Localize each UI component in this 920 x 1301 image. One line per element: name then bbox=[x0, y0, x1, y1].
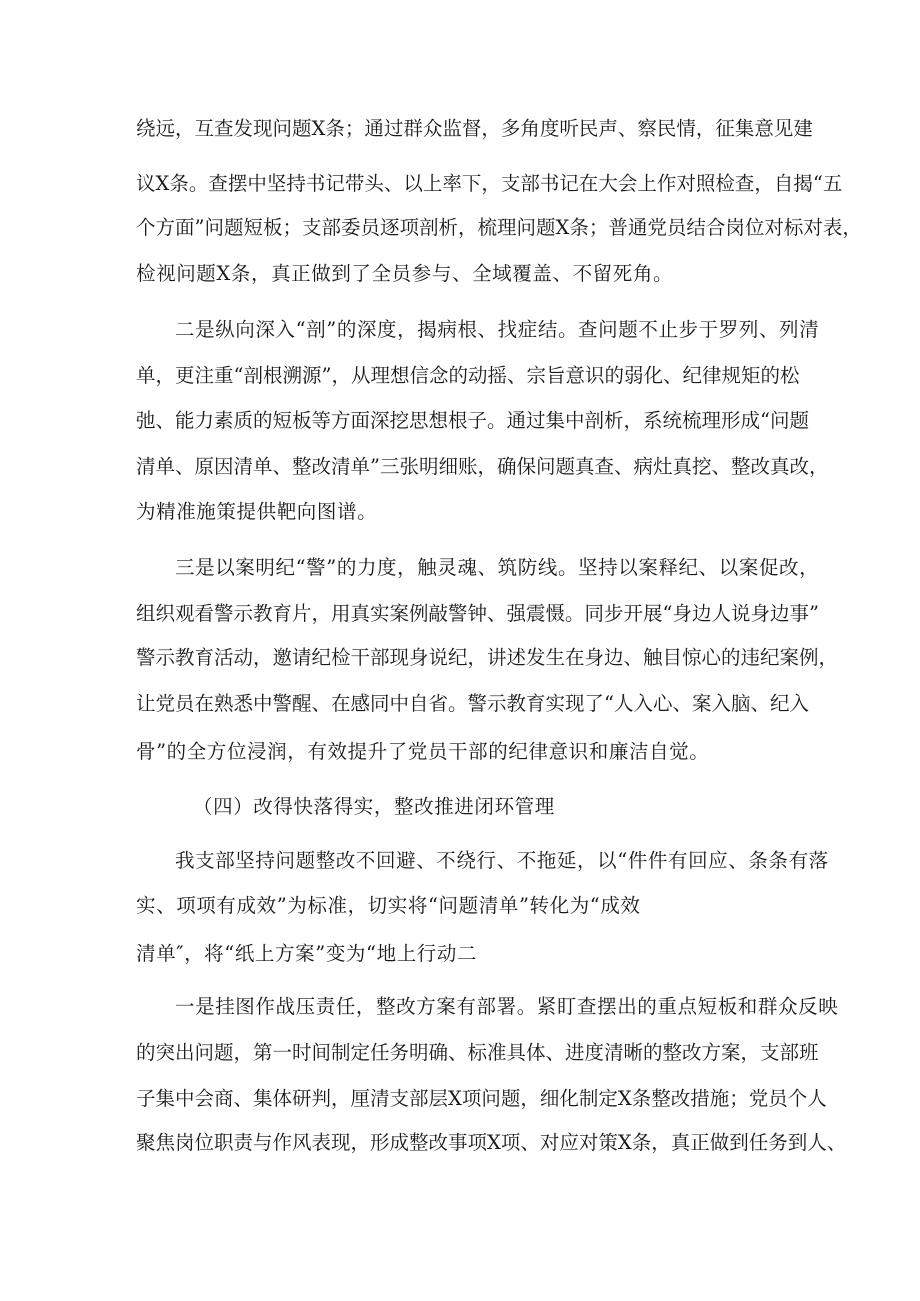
text-line-18: 清单″，将“纸上方案”变为“地上行动二 bbox=[136, 942, 478, 965]
text-line-2: 议X条。查摆中坚持书记带头、以上率下，支部书记在大会上作对照检查，自揭“五 bbox=[136, 172, 843, 195]
text-line-6: 单，更注重“剖根溯源”，从理想信念的动摇、宗旨意识的弱化、纪律规矩的松 bbox=[136, 364, 800, 387]
text-line-12: 警示教育活动，邀请纪检干部现身说纪，讲述发生在身边、触目惊心的违纪案例， bbox=[136, 646, 839, 669]
text-line-1: 绕远，互查发现问题X条；通过群众监督，多角度听民声、察民情，征集意见建 bbox=[136, 117, 813, 140]
text-line-17: 实、项项有成效”为标准，切实将“问题清单”转化为“成效 bbox=[136, 894, 641, 917]
text-line-8: 清单、原因清单、整改清单”三张明细账，确保问题真查、病灶真挖、整改真改， bbox=[136, 455, 829, 478]
text-line-16: 我支部坚持问题整改不回避、不绕行、不拖延，以“件件有回应、条条有落 bbox=[175, 849, 829, 872]
text-line-9: 为精准施策提供靶向图谱。 bbox=[136, 500, 378, 523]
text-line-11: 组织观看警示教育片，用真实案例敲警钟、强震慑。同步开展“身边人说身边事” bbox=[136, 602, 819, 625]
text-line-3: 个方面”问题短板；支部委员逐项剖析，梳理问题X条；普通党员结合岗位对标对表， bbox=[136, 216, 862, 239]
text-line-5: 二是纵向深入“剖”的深度，揭病根、找症结。查问题不止步于罗列、列清 bbox=[175, 318, 820, 341]
text-line-22: 聚焦岗位职责与作风表现，形成整改事项X项、对应对策X条，真正做到任务到人、 bbox=[136, 1131, 847, 1154]
text-line-19: 一是挂图作战压责任，整改方案有部署。紧盯查摆出的重点短板和群众反映 bbox=[175, 995, 839, 1018]
text-line-13: 让党员在熟悉中警醒、在感同中自省。警示教育实现了“人入心、案入脑、纪入 bbox=[136, 692, 809, 715]
text-line-4: 检视问题X条，真正做到了全员参与、全域覆盖、不留死角。 bbox=[136, 262, 674, 285]
text-line-21: 子集中会商、集体研判，厘清支部层X项问题，细化制定X条整改措施；党员个人 bbox=[136, 1087, 827, 1110]
text-line-20: 的突出问题，第一时间制定任务明确、标准具体、进度清晰的整改方案，支部班 bbox=[136, 1041, 819, 1064]
text-line-10: 三是以案明纪“警”的力度，触灵魂、筑防线。坚持以案释纪、以案促改， bbox=[175, 556, 820, 579]
text-line-14: 骨”的全方位浸润，有效提升了党员干部的纪律意识和廉洁自觉。 bbox=[136, 740, 710, 763]
section-heading: （四）改得快落得实，整改推进闭环管理 bbox=[193, 795, 555, 818]
text-line-7: 弛、能力素质的短板等方面深挖思想根子。通过集中剖析，系统梳理形成“问题 bbox=[136, 409, 809, 432]
